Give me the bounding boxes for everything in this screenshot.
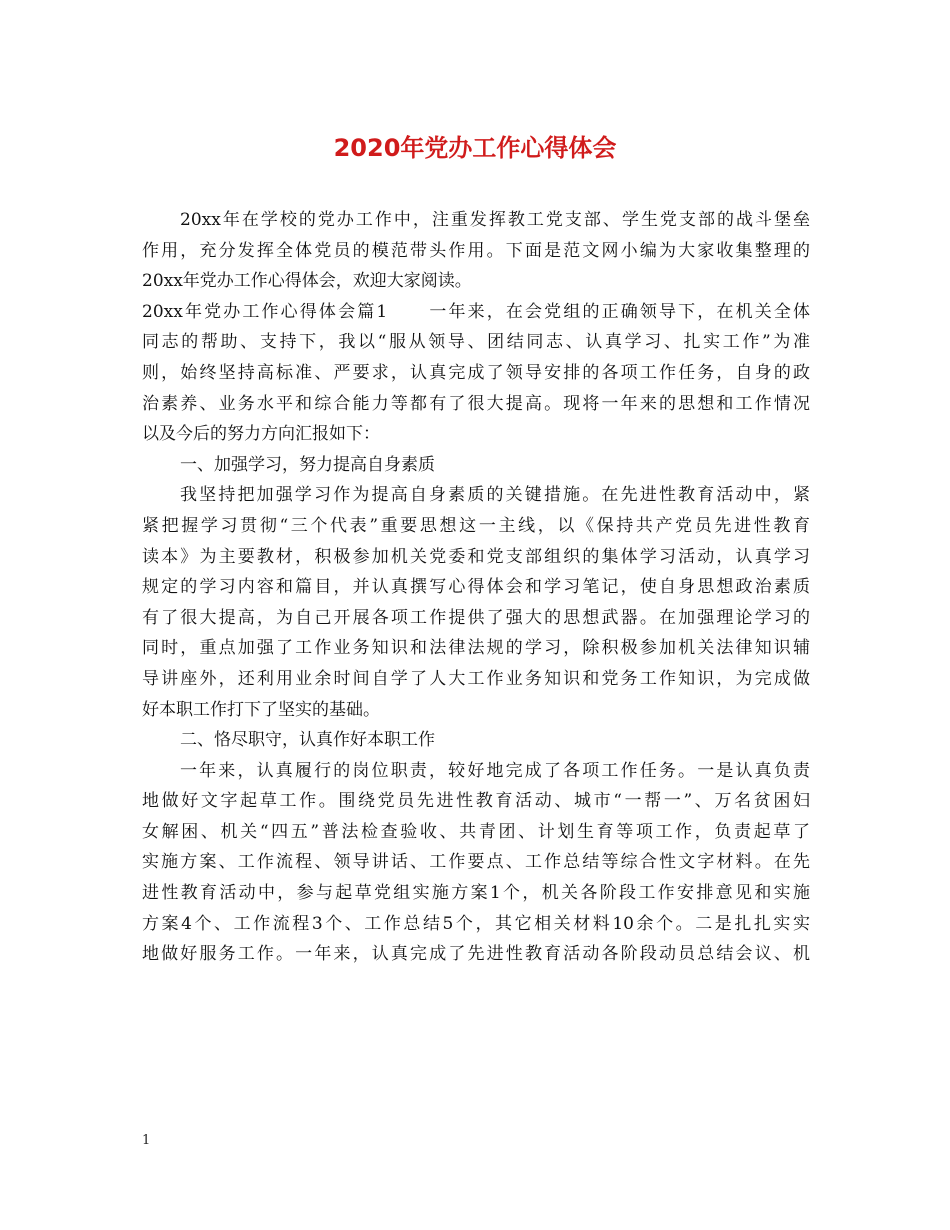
text-line: 则，始终坚持高标准、严要求，认真完成了领导安排的各项工作任务，自身的政 bbox=[142, 362, 810, 383]
text-line: 我坚持把加强学习作为提高自身素质的关键措施。在先进性教育活动中，紧 bbox=[180, 485, 810, 506]
text-line: 地做好文字起草工作。围绕党员先进性教育活动、城市“一帮一”、万名贫困妇 bbox=[142, 791, 810, 812]
text-line-segment: 一年来，在会党组的正确领导下，在机关全体 bbox=[427, 301, 810, 322]
text-line: 作用，充分发挥全体党员的模范带头作用。下面是范文网小编为大家收集整理的 bbox=[142, 240, 810, 261]
text-line: 一年来，认真履行的岗位职责，较好地完成了各项工作任务。一是认真负责 bbox=[180, 760, 810, 781]
text-line: 好本职工作打下了坚实的基础。 bbox=[142, 699, 380, 720]
text-line: 女解困、机关“四五”普法检查验收、共青团、计划生育等项工作，负责起草了 bbox=[142, 821, 810, 842]
text-line: 同时，重点加强了工作业务知识和法律法规的学习，除积极参加机关法律知识辅 bbox=[142, 638, 810, 659]
text-line: 规定的学习内容和篇目，并认真撰写心得体会和学习笔记，使自身思想政治素质 bbox=[142, 577, 810, 598]
document-body bbox=[142, 205, 810, 970]
text-line: 20xx年在学校的党办工作中，注重发挥教工党支部、学生党支部的战斗堡垒 bbox=[180, 210, 810, 230]
text-line: 20xx年党办工作心得体会，欢迎大家阅读。 bbox=[142, 271, 472, 292]
text-line: 同志的帮助、支持下，我以“服从领导、团结同志、认真学习、扎实工作”为准 bbox=[142, 332, 810, 353]
text-line: 实施方案、工作流程、领导讲话、工作要点、工作总结等综合性文字材料。在先 bbox=[142, 852, 810, 873]
document-title: 2020年党办工作心得体会 bbox=[333, 134, 617, 162]
page-number: 1 bbox=[142, 1133, 151, 1148]
section-heading-line bbox=[142, 297, 810, 328]
text-line: 有了很大提高，为自己开展各项工作提供了强大的思想武器。在加强理论学习的 bbox=[142, 607, 810, 628]
text-line: 地做好服务工作。一年来，认真完成了先进性教育活动各阶段动员总结会议、机 bbox=[142, 944, 810, 965]
subheading-line: 一、加强学习，努力提高自身素质 bbox=[180, 454, 435, 475]
text-line: 治素养、业务水平和综合能力等都有了很大提高。现将一年来的思想和工作情况 bbox=[142, 393, 810, 414]
text-line: 进性教育活动中，参与起草党组实施方案1个，机关各阶段工作安排意见和实施 bbox=[142, 883, 810, 904]
text-line: 读本》为主要教材，积极参加机关党委和党支部组织的集体学习活动，认真学习 bbox=[142, 546, 810, 567]
subheading-line: 二、恪尽职守，认真作好本职工作 bbox=[180, 730, 435, 751]
text-line: 方案4个、工作流程3个、工作总结5个，其它相关材料10余个。二是扎扎实实 bbox=[142, 913, 810, 934]
text-line: 紧把握学习贯彻“三个代表”重要思想这一主线，以《保持共产党员先进性教育 bbox=[142, 515, 810, 536]
text-line: 导讲座外，还利用业余时间自学了人大工作业务知识和党务工作知识，为完成做 bbox=[142, 668, 810, 689]
text-line: 以及今后的努力方向汇报如下： bbox=[142, 424, 380, 445]
section-heading: 20xx年党办工作心得体会篇1 bbox=[142, 301, 388, 322]
